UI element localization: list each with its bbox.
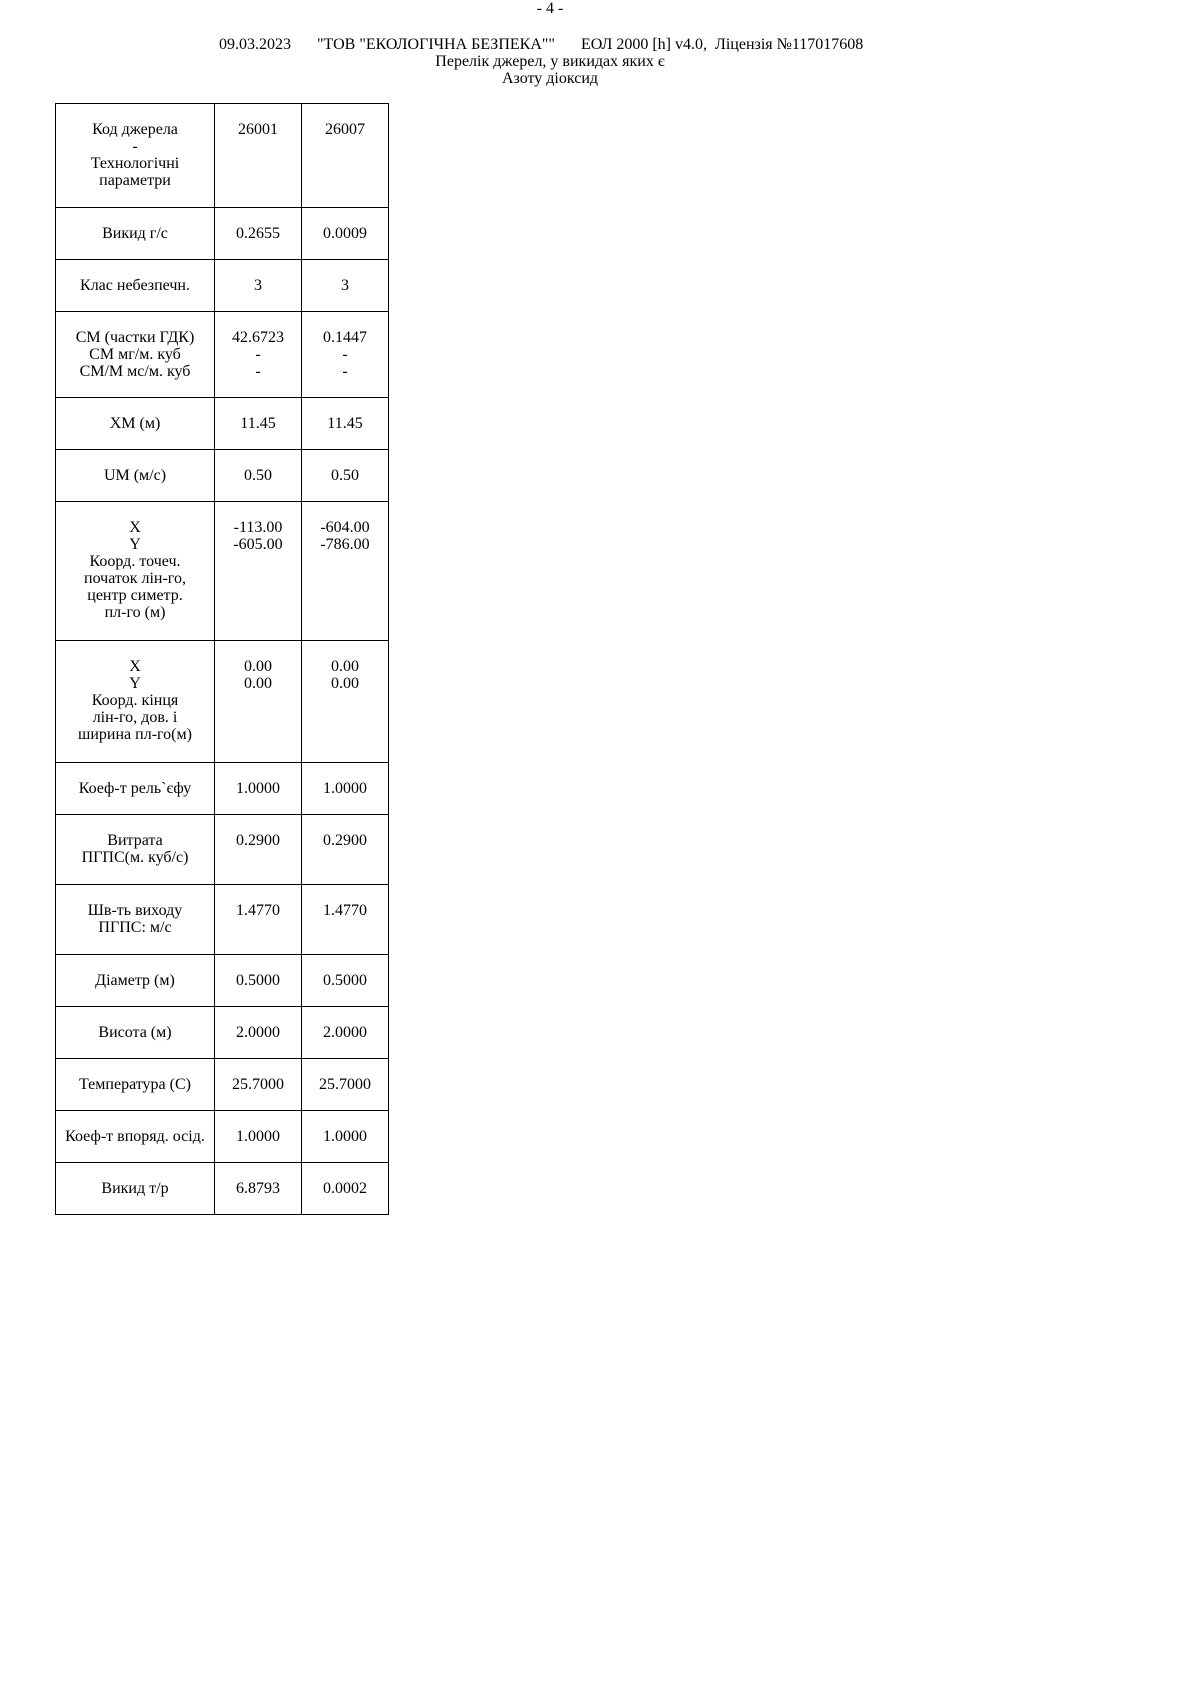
table-body xyxy=(56,104,389,1215)
source-26007-value: 0.0009 xyxy=(302,208,389,260)
source-26007-value: 26007 xyxy=(302,104,389,208)
source-26007-value: 1.0000 xyxy=(302,1111,389,1163)
source-26001-value: 25.7000 xyxy=(215,1059,302,1111)
table-row xyxy=(56,208,389,260)
row-label: Код джерела - Технологічні параметри xyxy=(56,104,215,208)
company-name: "ТОВ "ЕКОЛОГІЧНА БЕЗПЕКА"" xyxy=(317,36,555,53)
row-label: Коеф-т рель`єфу xyxy=(56,763,215,815)
source-26007-value: 25.7000 xyxy=(302,1059,389,1111)
row-label: Клас небезпечн. xyxy=(56,260,215,312)
document-title xyxy=(0,53,1100,87)
source-26001-value: 1.0000 xyxy=(215,1111,302,1163)
source-parameters-table xyxy=(55,103,389,1215)
table-row xyxy=(56,1007,389,1059)
table-row xyxy=(56,1059,389,1111)
row-label: X Y Коорд. кінця лін-го, дов. і ширина пл-го(м) xyxy=(56,641,215,763)
title-line-2: Азоту діоксид xyxy=(501,70,599,87)
page-number: - 4 - xyxy=(536,0,564,17)
source-26007-value: 0.50 xyxy=(302,450,389,502)
row-label: X Y Коорд. точеч. початок лін-го, центр симетр. пл-го (м) xyxy=(56,502,215,641)
source-26001-value: 42.6723 - - xyxy=(215,312,302,398)
source-26007-value: 1.4770 xyxy=(302,885,389,955)
row-label: Діаметр (м) xyxy=(56,955,215,1007)
table-row xyxy=(56,104,389,208)
source-26001-value: 0.50 xyxy=(215,450,302,502)
table-row xyxy=(56,1163,389,1215)
row-label: Коеф-т впоряд. осід. xyxy=(56,1111,215,1163)
source-26001-value: 0.2655 xyxy=(215,208,302,260)
table-row xyxy=(56,502,389,641)
source-26007-value: 3 xyxy=(302,260,389,312)
table-row xyxy=(56,815,389,885)
row-label: СМ (частки ГДК) СМ мг/м. куб СМ/М мс/м. куб xyxy=(56,312,215,398)
source-26001-value: 11.45 xyxy=(215,398,302,450)
source-26007-value: 1.0000 xyxy=(302,763,389,815)
table-row xyxy=(56,450,389,502)
report-date: 09.03.2023 xyxy=(219,36,291,53)
source-26001-value: 2.0000 xyxy=(215,1007,302,1059)
source-26007-value: 0.00 0.00 xyxy=(302,641,389,763)
source-26001-value: 3 xyxy=(215,260,302,312)
row-label: Температура (С) xyxy=(56,1059,215,1111)
source-26007-value: 0.5000 xyxy=(302,955,389,1007)
row-label: Викид т/р xyxy=(56,1163,215,1215)
software-license: ЕОЛ 2000 [h] v4.0, Ліцензія №117017608 xyxy=(580,36,864,53)
source-26007-value: 2.0000 xyxy=(302,1007,389,1059)
source-26001-value: 26001 xyxy=(215,104,302,208)
table-row xyxy=(56,260,389,312)
source-26001-value: 1.4770 xyxy=(215,885,302,955)
source-26007-value: 0.2900 xyxy=(302,815,389,885)
row-label: UМ (м/с) xyxy=(56,450,215,502)
source-26001-value: 0.2900 xyxy=(215,815,302,885)
row-label: Шв-ть виходу ПГПС: м/с xyxy=(56,885,215,955)
row-label: ХМ (м) xyxy=(56,398,215,450)
source-26007-value: -604.00 -786.00 xyxy=(302,502,389,641)
table-row xyxy=(56,763,389,815)
source-26001-value: 0.00 0.00 xyxy=(215,641,302,763)
source-26001-value: 1.0000 xyxy=(215,763,302,815)
row-label: Висота (м) xyxy=(56,1007,215,1059)
source-26001-value: -113.00 -605.00 xyxy=(215,502,302,641)
table-row xyxy=(56,1111,389,1163)
table-row xyxy=(56,641,389,763)
table-row xyxy=(56,398,389,450)
title-line-1: Перелік джерел, у викидах яких є xyxy=(435,53,665,70)
table-row xyxy=(56,885,389,955)
source-26001-value: 0.5000 xyxy=(215,955,302,1007)
source-26007-value: 0.0002 xyxy=(302,1163,389,1215)
table-row xyxy=(56,955,389,1007)
row-label: Викид г/с xyxy=(56,208,215,260)
source-26001-value: 6.8793 xyxy=(215,1163,302,1215)
source-26007-value: 11.45 xyxy=(302,398,389,450)
document-header xyxy=(211,18,863,54)
source-26007-value: 0.1447 - - xyxy=(302,312,389,398)
row-label: Витрата ПГПС(м. куб/с) xyxy=(56,815,215,885)
table-row xyxy=(56,312,389,398)
